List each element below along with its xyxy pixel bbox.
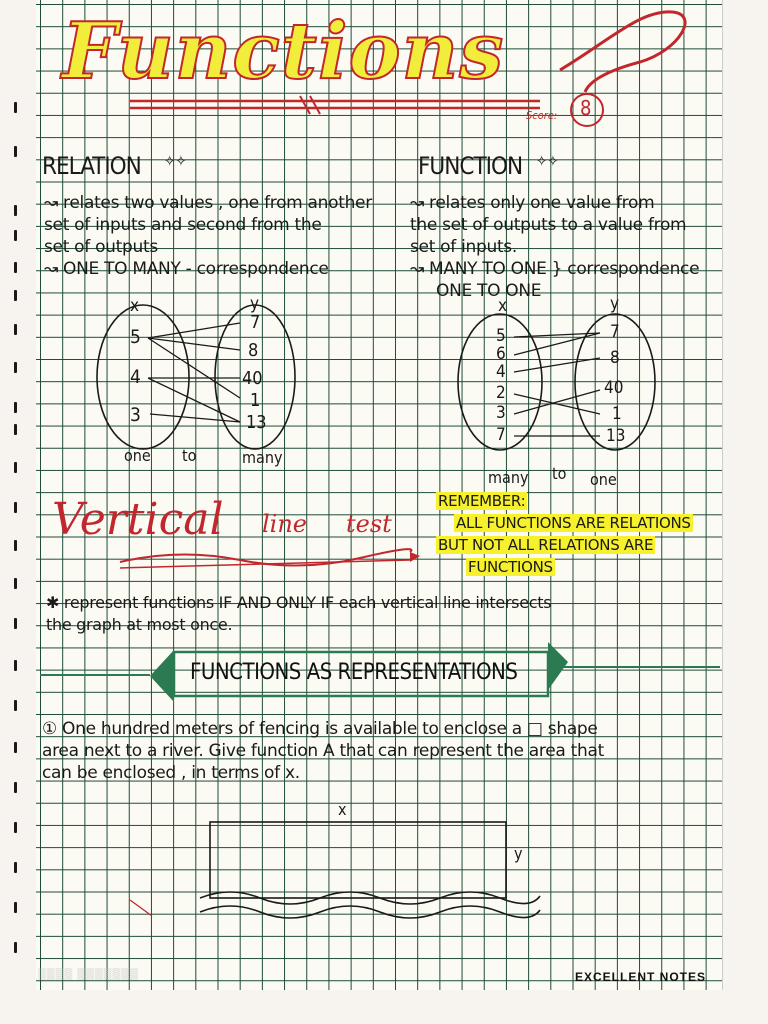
relation-caption-word: many: [242, 448, 283, 467]
vertical-line-test-word: line: [262, 510, 308, 538]
relation-x-value: 4: [130, 366, 141, 388]
vertical-line-test-word: test: [346, 510, 392, 538]
relation-y-value: 1: [250, 390, 261, 411]
function-y-value: 13: [606, 426, 626, 446]
function-x-value: 7: [496, 425, 506, 445]
footer-brand: EXCELLENT NOTES: [574, 970, 706, 984]
relation-x-value: 5: [130, 326, 141, 348]
function-line-5: ONE TO ONE: [436, 281, 542, 301]
function-heading-diamonds: ✧✧: [536, 152, 559, 170]
function-caption-word: to: [552, 464, 567, 483]
function-y-value: 40: [604, 378, 624, 398]
relation-y-value: 13: [246, 412, 267, 433]
relation-caption-word: to: [182, 446, 197, 465]
fence-top-label: x: [338, 800, 347, 819]
relation-line-4: ↝ ONE TO MANY - correspondence: [44, 259, 329, 279]
relation-heading-diamonds: ✧✧: [164, 152, 187, 170]
relation-line-2: set of inputs and second from the: [44, 215, 322, 235]
relation-x-value: 3: [130, 404, 141, 426]
remember-line-3: FUNCTIONS: [468, 558, 553, 576]
function-heading: FUNCTION: [418, 152, 523, 180]
function-line-3: set of inputs.: [410, 237, 517, 257]
function-y-value: 1: [612, 404, 622, 424]
relation-y-value: 8: [248, 340, 259, 361]
relation-line-3: set of outputs: [44, 237, 158, 257]
score-label: Score:: [526, 109, 558, 122]
footer-faint-brand: ▒▒▒▒ ▒▒▒▒▒▒▒: [38, 968, 139, 980]
function-y-value: 7: [610, 322, 620, 342]
statement-line-2: the graph at most once.: [46, 615, 233, 634]
problem-line-2: area next to a river. Give function A that can represent the area that: [42, 741, 604, 761]
function-line-2: the set of outputs to a value from: [410, 215, 687, 235]
statement-line-1: ✱ represent functions IF AND ONLY IF each vertical line intersects: [46, 593, 552, 612]
function-x-value: 5: [496, 326, 506, 346]
function-x-value: 3: [496, 403, 506, 423]
relation-line-1: ↝ relates two values , one from another: [44, 193, 372, 213]
function-line-1: ↝ relates only one value from: [410, 193, 655, 213]
relation-caption-word: one: [124, 446, 151, 465]
relation-y-value: 40: [242, 368, 263, 389]
score-value: 8: [580, 96, 592, 120]
problem-line-1: ① One hundred meters of fencing is available to enclose a □ shape: [42, 719, 598, 739]
section-banner-title: FUNCTIONS AS REPRESENTATIONS: [190, 660, 518, 685]
fenced-area-rectangle: [210, 822, 506, 898]
function-x-value: 2: [496, 383, 506, 403]
problem-line-3: can be enclosed , in terms of x.: [42, 763, 300, 783]
page-title: Functions: [62, 6, 505, 97]
function-y-value: 8: [610, 348, 620, 368]
remember-line-2: BUT NOT ALL RELATIONS ARE: [438, 536, 654, 554]
river-wave: [200, 906, 540, 918]
relation-x-label: x: [130, 296, 140, 316]
vertical-line-test-word: Vertical: [52, 494, 224, 545]
relation-y-value: 7: [250, 312, 261, 333]
function-caption-word: many: [488, 468, 529, 487]
relation-heading: RELATION: [42, 152, 141, 180]
fence-side-label: y: [514, 844, 523, 863]
remember-line-1: ALL FUNCTIONS ARE RELATIONS: [456, 514, 691, 532]
function-x-label: x: [498, 296, 508, 316]
function-x-value: 4: [496, 362, 506, 382]
remember-heading: REMEMBER:: [438, 492, 526, 510]
function-y-label: y: [610, 294, 620, 314]
function-caption-word: one: [590, 470, 617, 489]
function-line-4: ↝ MANY TO ONE } correspondence: [410, 259, 700, 279]
relation-y-label: y: [250, 294, 260, 314]
function-x-value: 6: [496, 344, 506, 364]
